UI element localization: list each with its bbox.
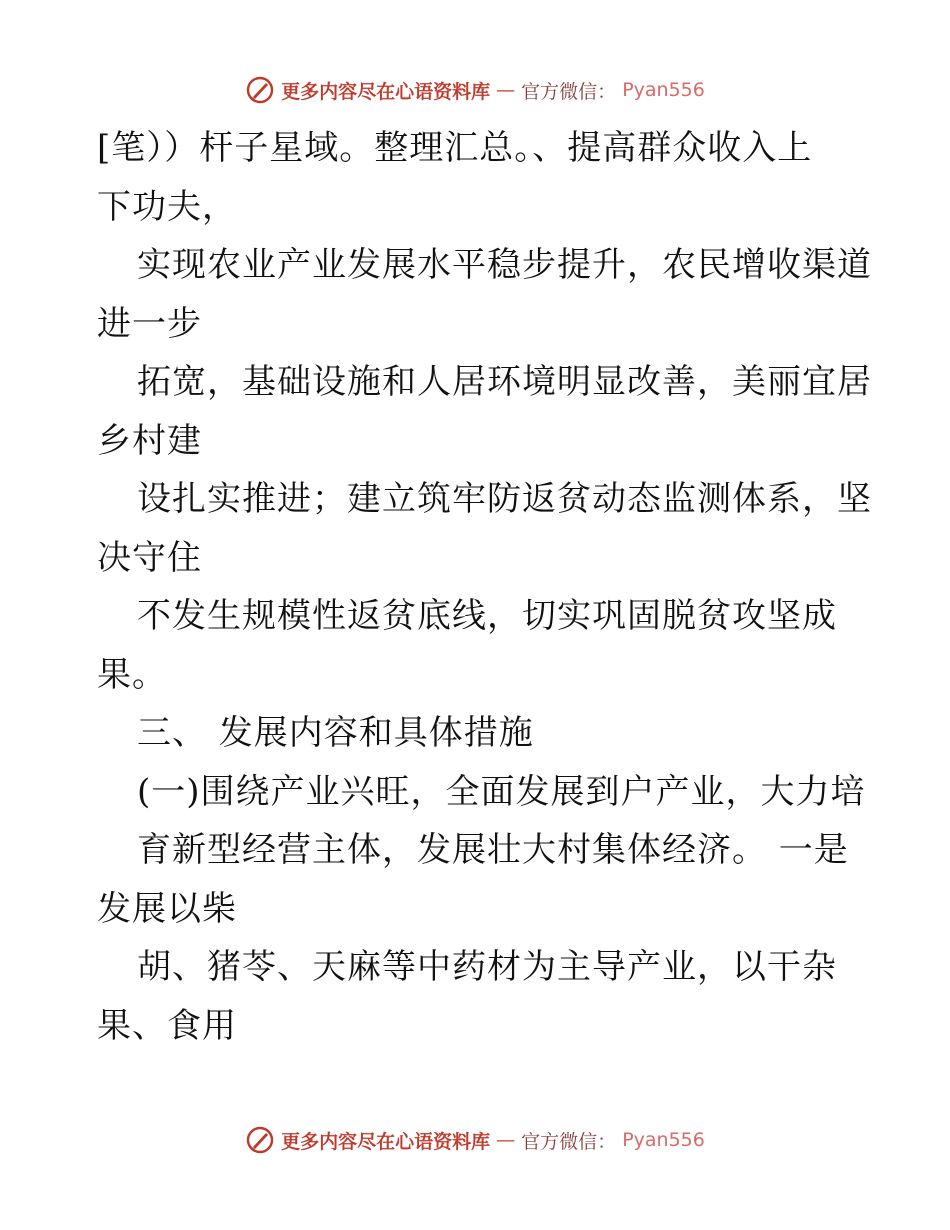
body-line: 发展以柴 <box>97 888 237 929</box>
section-heading: 三、 发展内容和具体措施 <box>137 713 534 753</box>
watermark-separator: — <box>496 79 516 101</box>
subsection-heading: (一)围绕产业兴旺，全面发展到户产业，大力培 <box>137 771 866 812</box>
header-watermark <box>0 70 950 110</box>
body-line: 进一步 <box>97 303 202 344</box>
document-body <box>97 119 872 1055</box>
body-line: 胡、猪苓、天麻等中药材为主导产业，以干杂 <box>137 947 837 987</box>
footer-watermark <box>0 1120 950 1160</box>
body-line: 设扎实推进；建立筑牢防返贫动态监测体系，坚 <box>137 479 872 519</box>
watermark-wechat-label: 官方微信： <box>521 80 617 103</box>
quill-seal-icon <box>245 1125 275 1155</box>
watermark-brand-text: 更多内容尽在心语资料库 <box>281 1130 491 1153</box>
watermark-wechat-id: Pyan556 <box>622 1129 705 1151</box>
watermark-separator: — <box>496 1129 516 1151</box>
body-line: 果。 <box>97 654 167 695</box>
quill-seal-icon <box>245 75 275 105</box>
body-line: 不发生规模性返贫底线，切实巩固脱贫攻坚成 <box>137 596 837 636</box>
body-line: 乡村建 <box>97 420 202 461</box>
body-line: [笔））杆子星域。整理汇总。、提高群众收入上 <box>97 128 813 168</box>
body-line: 果、食用 <box>97 1005 237 1046</box>
watermark-wechat-label: 官方微信： <box>521 1130 617 1153</box>
body-line: 决守住 <box>97 537 202 578</box>
body-line: 实现农业产业发展水平稳步提升，农民增收渠道 <box>137 245 872 285</box>
body-line: 育新型经营主体，发展壮大村集体经济。 一是 <box>137 830 849 870</box>
body-line: 拓宽，基础设施和人居环境明显改善，美丽宜居 <box>137 362 872 402</box>
watermark-wechat-id: Pyan556 <box>622 79 705 101</box>
body-line: 下功夫， <box>97 186 237 227</box>
watermark-brand-text: 更多内容尽在心语资料库 <box>281 80 491 103</box>
